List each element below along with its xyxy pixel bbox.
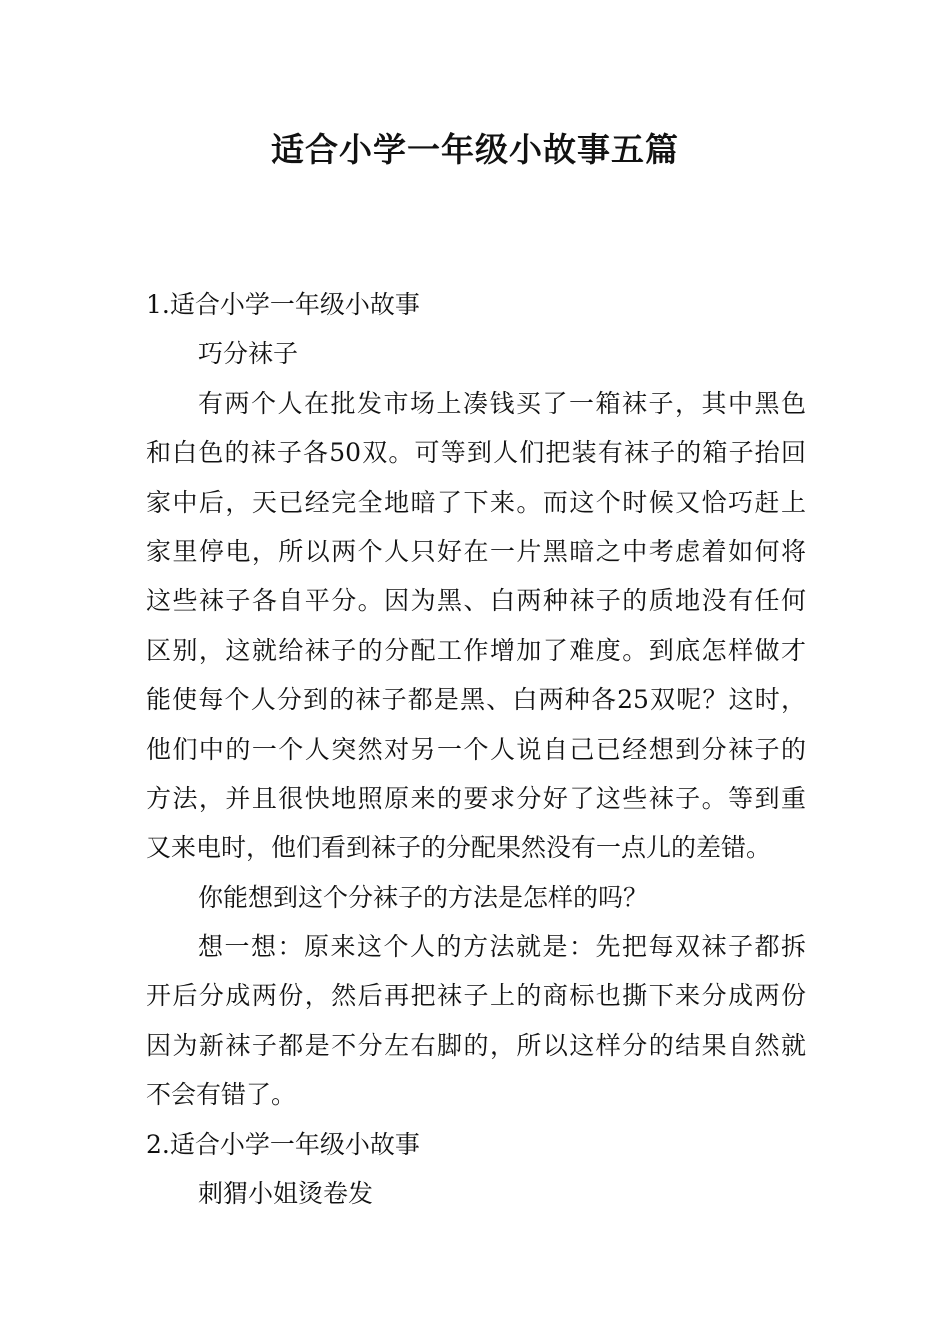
paragraph-line: 家里停电，所以两个人只好在一片黑暗之中考虑着如何将 [146,536,806,566]
paragraph-3 [146,922,806,1120]
paragraph-line: 有两个人在批发市场上凑钱买了一箱袜子，其中黑色 [198,388,806,418]
paragraph-1 [146,379,806,873]
story-title: 巧分袜子 [198,339,299,369]
section-1 [146,280,806,1120]
paragraph-line: 你能想到这个分袜子的方法是怎样的吗？ [198,882,649,912]
paragraph-line: 又来电时，他们看到袜子的分配果然没有一点儿的差错。 [146,833,772,863]
section-2 [146,1120,806,1219]
document-title: 适合小学一年级小故事五篇 [271,130,679,169]
paragraph-line: 这些袜子各自平分。因为黑、白两种袜子的质地没有任何 [146,586,806,616]
paragraph-line: 能使每个人分到的袜子都是黑、白两种各25双呢？这时， [146,685,806,715]
paragraph-2 [146,873,806,922]
section-heading: 1.适合小学一年级小故事 [146,290,420,319]
paragraph-line: 区别，这就给袜子的分配工作增加了难度。到底怎样做才 [146,635,806,665]
paragraph-line: 方法，并且很快地照原来的要求分好了这些袜子。等到重 [146,783,806,813]
paragraph-line: 开后分成两份，然后再把袜子上的商标也撕下来分成两份 [146,981,806,1011]
section-heading: 2.适合小学一年级小故事 [146,1129,420,1159]
document-body [146,280,806,1218]
paragraph-line: 因为新袜子都是不分左右脚的，所以这样分的结果自然就 [146,1030,806,1060]
paragraph-line: 家中后，天已经完全地暗了下来。而这个时候又恰巧赶上 [146,487,806,517]
story-title: 刺猬小姐烫卷发 [198,1179,374,1209]
paragraph-line: 不会有错了。 [146,1080,297,1110]
paragraph-line: 想一想：原来这个人的方法就是：先把每双袜子都拆 [198,932,806,962]
paragraph-line: 他们中的一个人突然对另一个人说自己已经想到分袜子的 [146,734,806,764]
paragraph-line: 和白色的袜子各50双。可等到人们把装有袜子的箱子抬回 [146,438,806,468]
